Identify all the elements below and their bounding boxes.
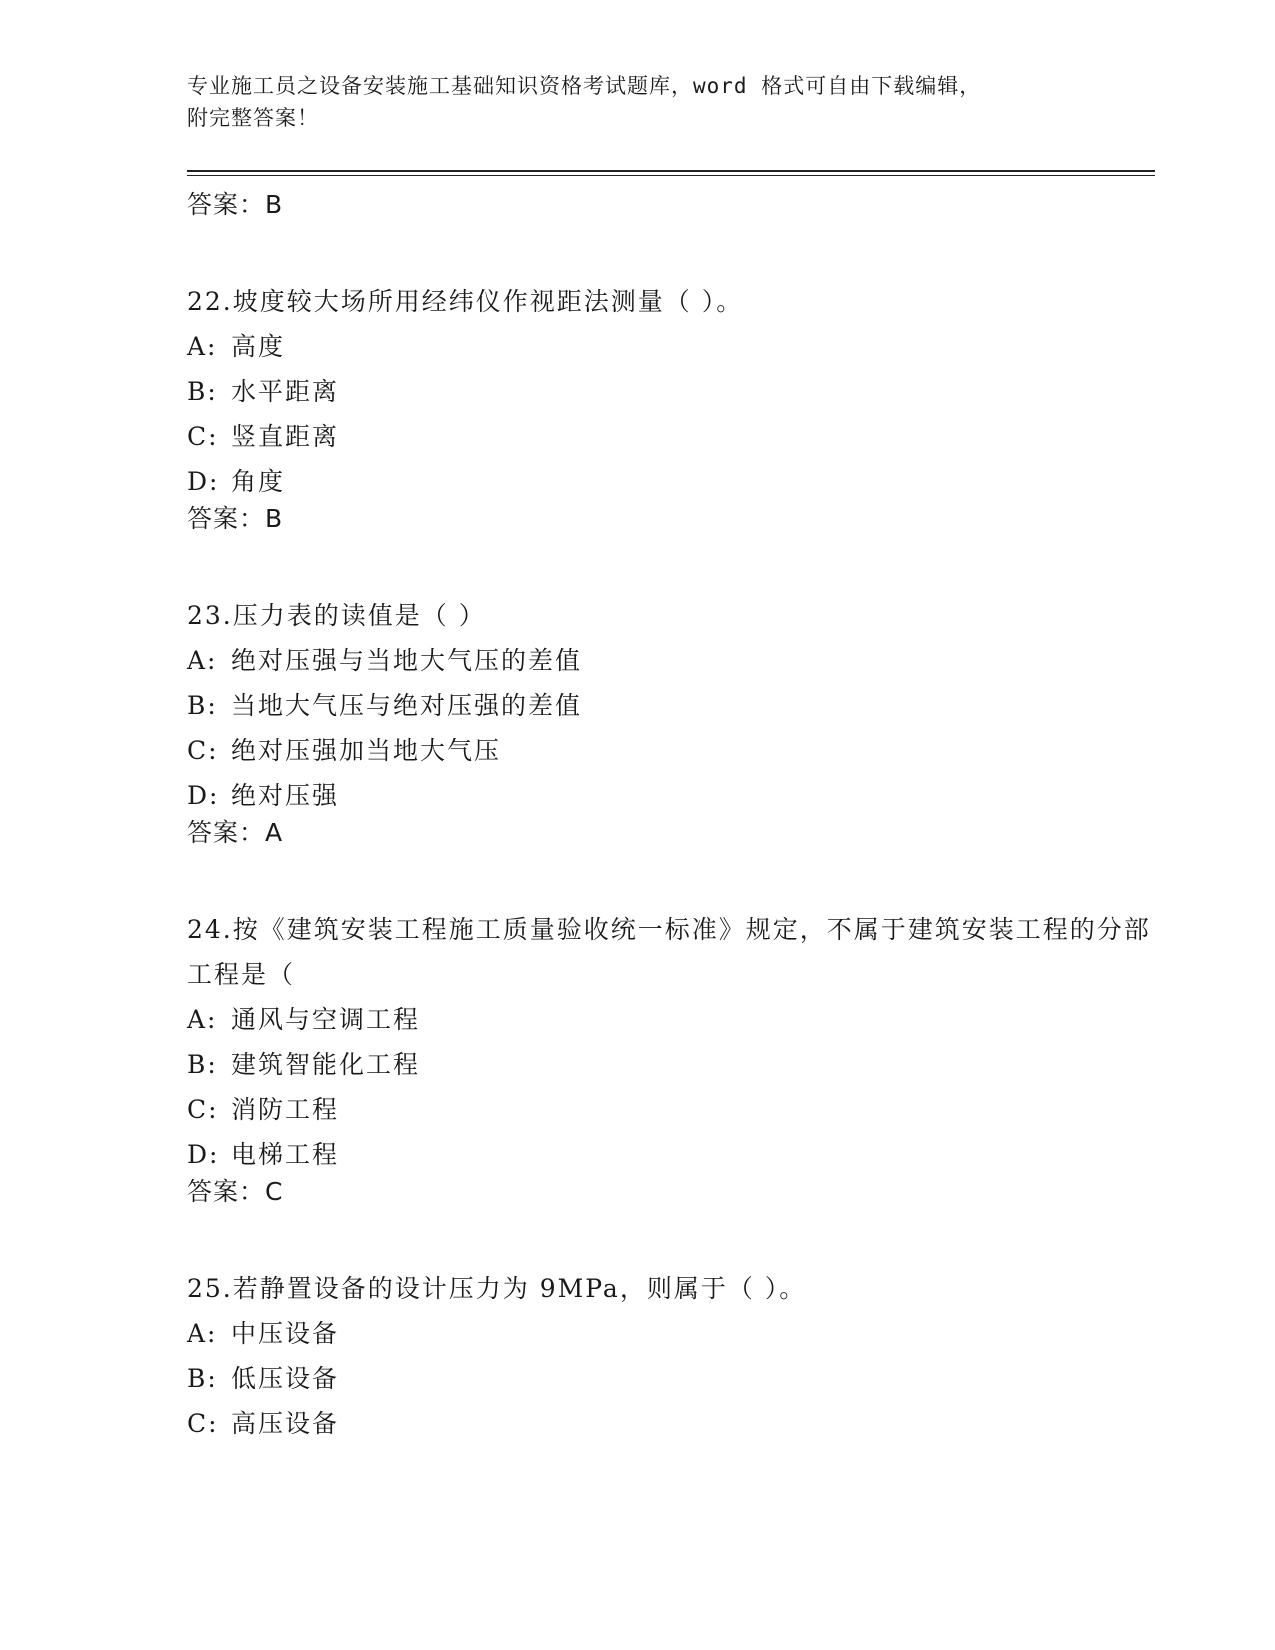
document-page	[187, 70, 1157, 1446]
option-key: C:	[187, 1409, 219, 1438]
option-text: 绝对压强加当地大气压	[231, 736, 502, 765]
option-key: A:	[187, 646, 218, 675]
option-row	[187, 1087, 1157, 1132]
option-row	[187, 773, 1157, 818]
option-row	[187, 997, 1157, 1042]
option-text: 高度	[231, 332, 286, 361]
question-stem: 22.坡度较大场所用经纬仪作视距法测量（ ）。	[187, 287, 744, 316]
option-text: 低压设备	[231, 1364, 340, 1393]
question-block	[187, 279, 1157, 550]
question-block	[187, 593, 1157, 864]
option-text: 竖直距离	[231, 422, 340, 451]
option-text: 当地大气压与绝对压强的差值	[231, 691, 583, 720]
option-key: A:	[187, 332, 218, 361]
option-text: 高压设备	[231, 1409, 340, 1438]
option-text: 通风与空调工程	[231, 1005, 421, 1034]
option-row	[187, 369, 1157, 414]
option-key: C:	[187, 422, 219, 451]
option-text: 角度	[231, 467, 286, 496]
option-key: B:	[187, 691, 218, 720]
question-stem: 23.压力表的读值是（ ）	[187, 601, 486, 630]
question-stem: 24.按《建筑安装工程施工质量验收统一标准》规定，不属于建筑安装工程的分部工程是（	[187, 915, 1151, 989]
option-key: B:	[187, 1050, 218, 1079]
option-key: C:	[187, 736, 219, 765]
option-key: C:	[187, 1095, 219, 1124]
option-key: B:	[187, 377, 218, 406]
option-key: B:	[187, 1364, 218, 1393]
document-header: 专业施工员之设备安装施工基础知识资格考试题库，word 格式可自由下载编辑， 附完整答案！	[187, 74, 982, 130]
option-text: 绝对压强与当地大气压的差值	[231, 646, 583, 675]
option-text: 电梯工程	[231, 1140, 340, 1169]
question-spacer	[187, 864, 1157, 907]
option-row	[187, 1356, 1157, 1401]
option-row	[187, 728, 1157, 773]
question-stem: 25.若静置设备的设计压力为 9MPa，则属于（ ）。	[187, 1274, 807, 1303]
option-text: 绝对压强	[231, 781, 340, 810]
question-spacer	[187, 550, 1157, 593]
answer-line: 答案：B	[187, 190, 284, 219]
answer-line: 答案：A	[187, 818, 284, 847]
option-key: D:	[187, 781, 220, 810]
option-text: 建筑智能化工程	[231, 1050, 421, 1079]
question-block	[187, 1266, 1157, 1446]
option-key: A:	[187, 1005, 218, 1034]
option-key: A:	[187, 1319, 218, 1348]
option-text: 中压设备	[231, 1319, 340, 1348]
option-row	[187, 638, 1157, 683]
header-divider	[187, 170, 1155, 176]
answer-line: 答案：B	[187, 504, 284, 533]
option-key: D:	[187, 467, 220, 496]
question-spacer	[187, 1223, 1157, 1266]
option-row	[187, 1311, 1157, 1356]
option-text: 消防工程	[231, 1095, 340, 1124]
option-row	[187, 1132, 1157, 1177]
question-spacer	[187, 236, 1157, 279]
option-key: D:	[187, 1140, 220, 1169]
question-list	[187, 236, 1157, 1446]
option-row	[187, 683, 1157, 728]
option-row	[187, 324, 1157, 369]
option-row	[187, 414, 1157, 459]
option-row	[187, 1401, 1157, 1446]
question-block	[187, 907, 1157, 1223]
answer-line: 答案：C	[187, 1177, 284, 1206]
option-row	[187, 1042, 1157, 1087]
option-text: 水平距离	[231, 377, 340, 406]
option-row	[187, 459, 1157, 504]
